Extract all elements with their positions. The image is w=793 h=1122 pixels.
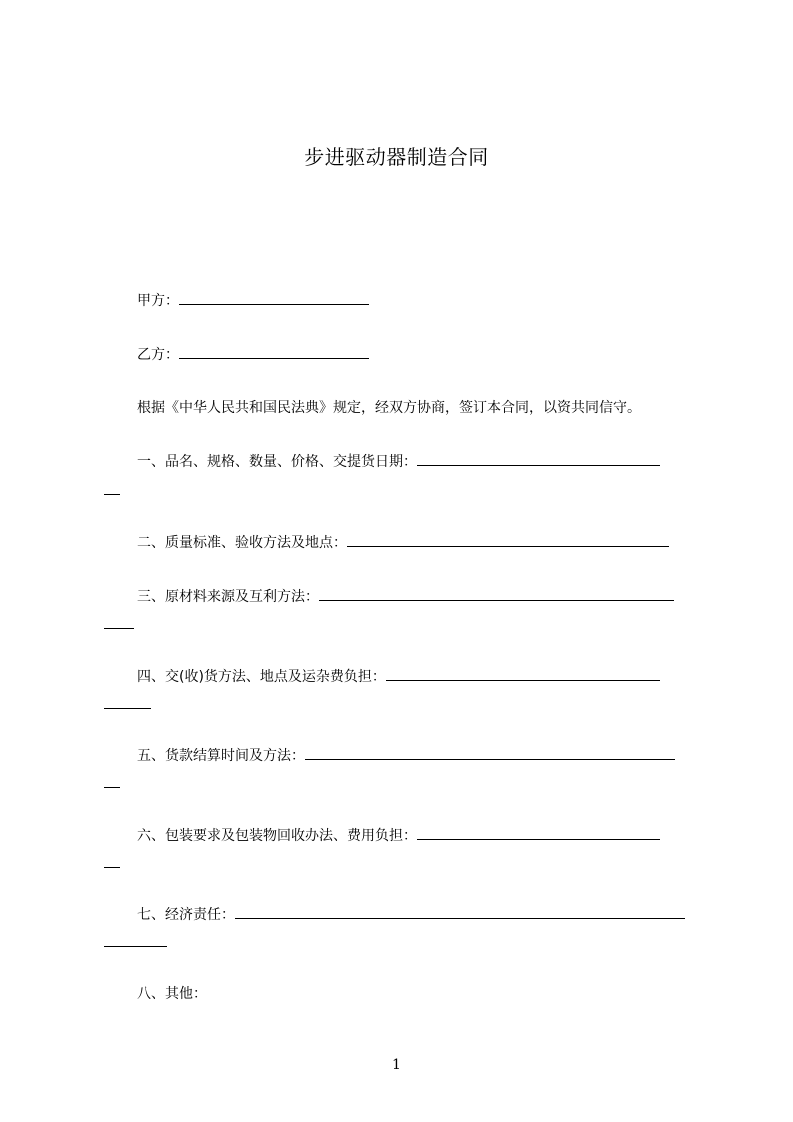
clause-3-blank[interactable] (319, 586, 674, 601)
clause-7-blank[interactable] (235, 904, 685, 919)
document-title: 步进驱动器制造合同 (304, 145, 489, 169)
clause-6-label: 六、包装要求及包装物回收办法、费用负担： (137, 828, 417, 844)
clause-5 (104, 745, 701, 766)
clause-1-blank[interactable] (417, 451, 660, 466)
clause-4-label: 四、交(收)货方法、地点及运杂费负担： (137, 669, 386, 685)
clause-7-blank-continued[interactable] (104, 945, 167, 947)
clause-4 (104, 666, 701, 687)
clause-5-blank-continued[interactable] (104, 786, 120, 788)
clause-2 (104, 532, 701, 553)
preamble-text: 根据《中华人民共和国民法典》规定，经双方协商，签订本合同，以资共同信守。 (137, 400, 641, 416)
clause-5-blank[interactable] (305, 745, 675, 760)
clause-2-blank[interactable] (347, 532, 669, 547)
party-a-blank[interactable] (179, 290, 369, 305)
clause-3-blank-continued[interactable] (104, 627, 134, 629)
clause-1-label: 一、品名、规格、数量、价格、交提货日期： (137, 454, 417, 470)
clause-6-blank-continued[interactable] (104, 866, 120, 868)
clause-3 (104, 586, 701, 607)
party-b-blank[interactable] (179, 344, 369, 359)
clause-1 (104, 451, 701, 472)
clause-4-blank[interactable] (386, 666, 660, 681)
clause-6 (104, 825, 701, 846)
clause-1-blank-continued[interactable] (104, 493, 120, 495)
clause-4-blank-continued[interactable] (104, 707, 151, 709)
party-b-label: 乙方： (137, 347, 179, 363)
preamble (104, 398, 701, 418)
clause-5-label: 五、货款结算时间及方法： (137, 748, 305, 764)
clause-2-label: 二、质量标准、验收方法及地点： (137, 535, 347, 551)
clause-8-label: 八、其他： (137, 986, 207, 1002)
page-number: 1 (392, 1057, 401, 1073)
clause-8 (104, 984, 701, 1004)
party-b-line (104, 344, 701, 365)
party-a-line (104, 290, 701, 311)
party-a-label: 甲方： (137, 293, 179, 309)
clause-7-label: 七、经济责任： (137, 907, 235, 923)
clause-7 (104, 904, 701, 925)
clause-6-blank[interactable] (417, 825, 660, 840)
clause-3-label: 三、原材料来源及互利方法： (137, 589, 319, 605)
